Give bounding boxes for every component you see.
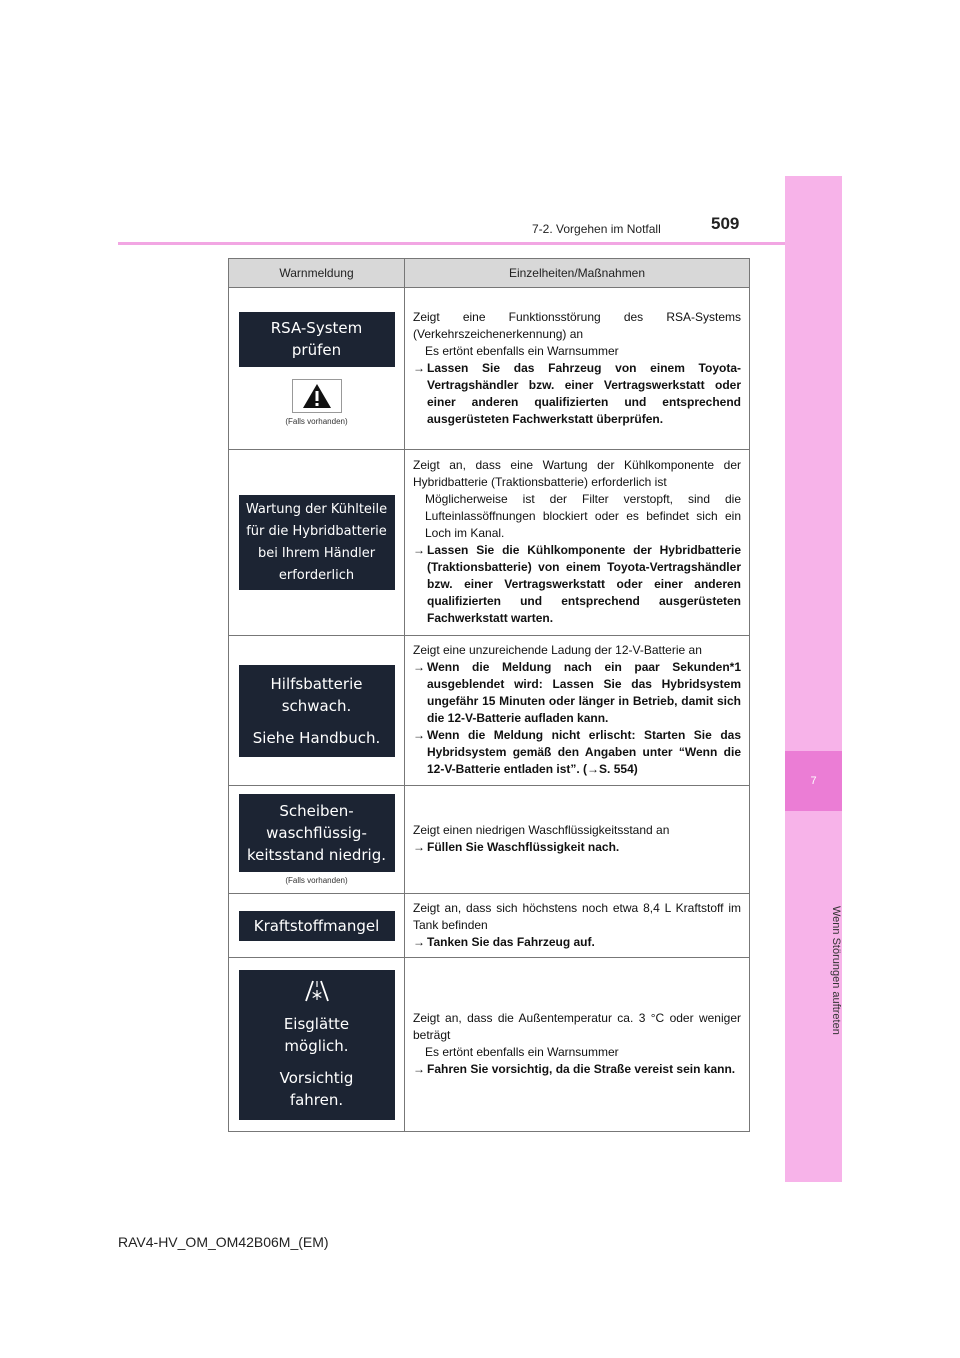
arrow-icon: → xyxy=(413,1062,425,1076)
ice-road-icon xyxy=(304,979,330,1009)
table-row xyxy=(229,288,750,450)
chapter-side-title: Wenn Störungen auftreten xyxy=(830,905,842,1035)
page-number: 509 xyxy=(711,214,740,233)
warning-table xyxy=(228,258,750,1132)
arrow-icon: → xyxy=(413,934,425,949)
header-rule xyxy=(118,242,785,245)
col-warnmeldung: Warnmeldung xyxy=(229,259,405,288)
warn-display-cell xyxy=(229,958,405,1132)
warn-display-rsa: RSA-System prüfen xyxy=(239,312,395,367)
detail-cell: Zeigt an, dass die Außentemperatur ca. 3 °C oder weniger beträgt Es ertönt ebenfalls ein Warnsummer → Fahren Sie vorsichtig, da die Straße vereist sein kann. xyxy=(405,958,750,1132)
arrow-icon: → xyxy=(413,543,425,557)
arrow-icon: → xyxy=(413,840,425,854)
arrow-icon: → xyxy=(413,728,425,742)
detail-cell: Zeigt eine unzureichende Ladung der 12-V-Batterie an → Wenn die Meldung nach ein paar Sekunden*1 ausgeblendet wird: Lassen Sie das Hybridsystem ungefähr 15 Minuten oder länger in Betrieb, damit sich die 12-V-Batterie aufladen kann. → Wenn die Meldung nicht erlischt: Starten Sie das Hybridsystem gemäß den Angaben unter “Wenn die 12-V-Batterie entladen ist”. (→S. 554) xyxy=(405,636,750,786)
document-code: RAV4-HV_OM_OM42B06M_(EM) xyxy=(118,1234,329,1250)
table-header-row xyxy=(229,259,750,288)
detail-cell: Zeigt an, dass eine Wartung der Kühlkomponente der Hybridbatterie (Traktionsbatterie) erforderlich ist Möglicherweise ist der Filter verstopft, sind die Lufteinlassöffnungen blockiert oder es befindet sich ein Loch im Kanal. → Lassen Sie die Kühlkomponente der Hybridbatterie (Traktionsbatterie) von einem Toyota-Vertragshändler bzw. einer Vertragswerkstatt oder einer anderen qualifizierten und entsprechend ausgerüsteten Fachwerkstatt warten. xyxy=(405,450,750,636)
warn-display-cell xyxy=(229,450,405,636)
detail-cell: Zeigt einen niedrigen Waschflüssigkeitsstand an → Füllen Sie Waschflüssigkeit nach. xyxy=(405,786,750,894)
table-row xyxy=(229,636,750,786)
table-row xyxy=(229,958,750,1132)
warn-display-waschfluessigkeit: Scheiben- waschflüssig- keitsstand niedrig. xyxy=(239,794,395,872)
table-row xyxy=(229,786,750,894)
detail-cell: Zeigt an, dass sich höchstens noch etwa 8,4 L Kraftstoff im Tank befinden → Tanken Sie das Fahrzeug auf. xyxy=(405,894,750,958)
warn-display-cell xyxy=(229,894,405,958)
table-row xyxy=(229,894,750,958)
falls-vorhanden-note: (Falls vorhanden) xyxy=(285,876,348,885)
warn-display-cell xyxy=(229,786,405,894)
warn-display-kraftstoffmangel: Kraftstoffmangel xyxy=(239,911,395,941)
falls-vorhanden-note: (Falls vorhanden) xyxy=(285,416,348,426)
table-row xyxy=(229,450,750,636)
warn-display-kuehlteile: Wartung der Kühlteile für die Hybridbatterie bei Ihrem Händler erforderlich xyxy=(239,495,395,590)
warn-display-cell xyxy=(229,636,405,786)
detail-cell: Zeigt eine Funktionsstörung des RSA-Systems (Verkehrszeichenerkennung) an Es ertönt ebenfalls ein Warnsummer → Lassen Sie das Fahrzeug von einem Toyota-Vertragshändler bzw. einer Vertragswerkstatt oder einer anderen qualifizierten und entsprechend ausgerüsteten Fachwerkstatt überprüfen. xyxy=(405,288,750,450)
arrow-icon: → xyxy=(413,660,425,674)
chapter-side-tab xyxy=(785,176,842,1182)
warning-triangle-icon xyxy=(292,379,342,413)
chapter-title: 7-2. Vorgehen im Notfall xyxy=(532,222,661,236)
warn-display-eisglaette: Eisglätte möglich. Vorsichtig fahren. xyxy=(239,970,395,1120)
chapter-number: 7 xyxy=(785,751,842,811)
warn-display-cell xyxy=(229,288,405,450)
col-einzelheiten: Einzelheiten/Maßnahmen xyxy=(405,259,750,288)
arrow-icon: → xyxy=(413,360,425,375)
warn-display-hilfsbatterie: Hilfsbatterie schwach. Siehe Handbuch. xyxy=(239,665,395,757)
